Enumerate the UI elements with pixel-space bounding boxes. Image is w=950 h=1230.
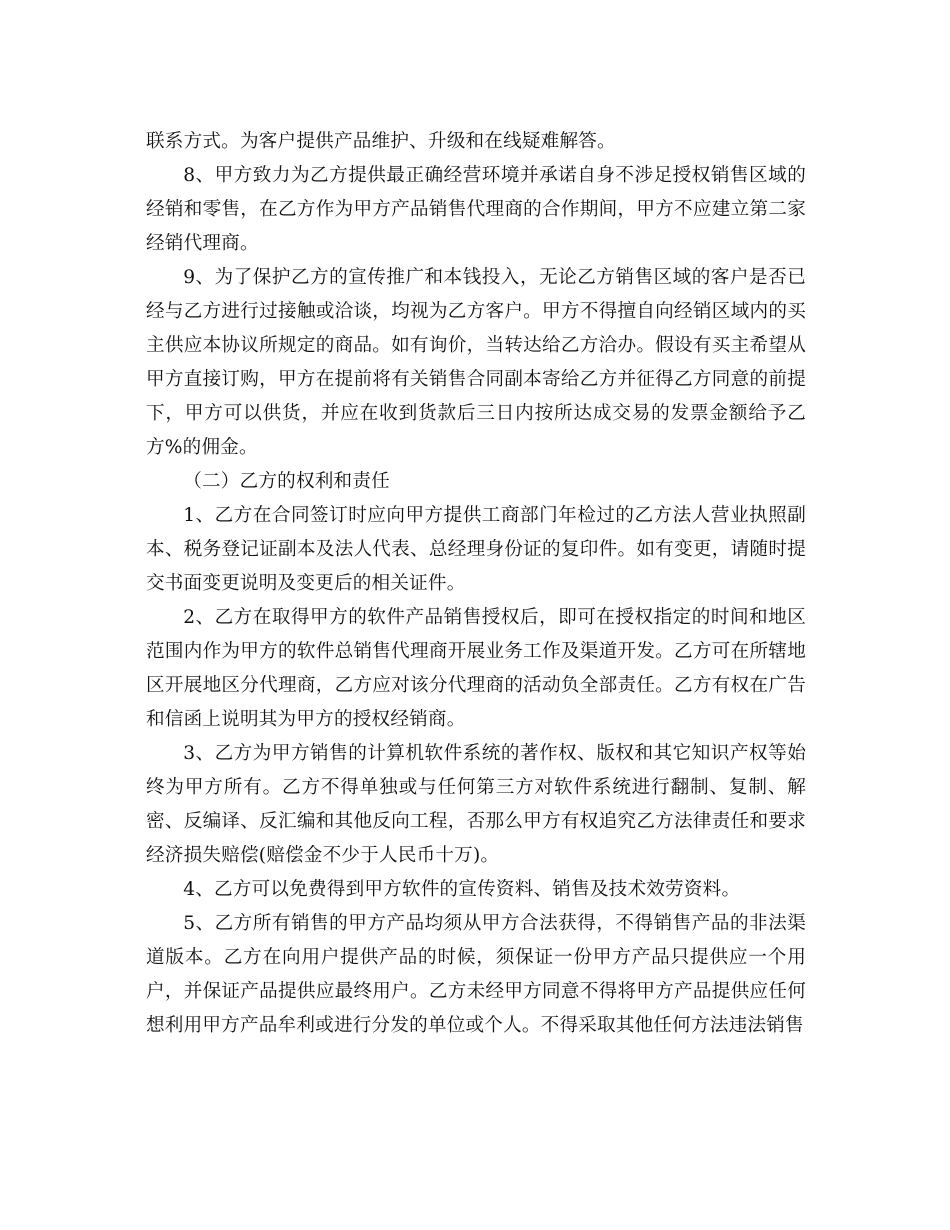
paragraph-clause-9: 9、为了保护乙方的宣传推广和本钱投入，无论乙方销售区域的客户是否已经与乙方进行过接触或洽谈，均视为乙方客户。甲方不得擅自向经销区域内的买主供应本协议所规定的商品。如有询价，当转达给乙方洽办。假设有买主希望从甲方直接订购，甲方在提前将有关销售合同副本寄给乙方并征得乙方同意的前提下，甲方可以供货，并应在收到货款后三日内按所达成交易的发票金额给予乙方%的佣金。 bbox=[146, 267, 806, 458]
paragraph-b-clause-2: 2、乙方在取得甲方的软件产品销售授权后，即可在授权指定的时间和地区范围内作为甲方的软件总销售代理商开展业务工作及渠道开发。乙方可在所辖地区开展地区分代理商，乙方应对该分代理商的活动负全部责任。乙方有权在广告和信函上说明其为甲方的授权经销商。 bbox=[146, 607, 806, 730]
paragraph-clause-8: 8、甲方致力为乙方提供最正确经营环境并承诺自身不涉足授权销售区域的经销和零售，在乙方作为甲方产品销售代理商的合作期间，甲方不应建立第二家经销代理商。 bbox=[146, 165, 806, 254]
paragraph-b-clause-3: 3、乙方为甲方销售的计算机软件系统的著作权、版权和其它知识产权等始终为甲方所有。乙方不得单独或与任何第三方对软件系统进行翻制、复制、解密、反编译、反汇编和其他反向工程，否那么甲方有权追究乙方法律责任和要求经济损失赔偿(赔偿金不少于人民币十万)。 bbox=[146, 743, 806, 866]
section-heading-party-b-rights: （二）乙方的权利和责任 bbox=[183, 471, 390, 492]
document-body bbox=[146, 125, 806, 1043]
paragraph-b-clause-5: 5、乙方所有销售的甲方产品均须从甲方合法获得，不得销售产品的非法渠道版本。乙方在向用户提供产品的时候，须保证一份甲方产品只提供应一个用户，并保证产品提供应最终用户。乙方未经甲方同意不得将甲方产品提供应任何想利用甲方产品牟利或进行分发的单位或个人。不得采取其他任何方法违法销售 bbox=[146, 913, 806, 1036]
paragraph-b-clause-4: 4、乙方可以免费得到甲方软件的宣传资料、销售及技术效劳资料。 bbox=[183, 879, 741, 900]
paragraph-b-clause-1: 1、乙方在合同签订时应向甲方提供工商部门年检过的乙方法人营业执照副本、税务登记证副本及法人代表、总经理身份证的复印件。如有变更，请随时提交书面变更说明及变更后的相关证件。 bbox=[146, 505, 806, 594]
paragraph-contact-continuation: 联系方式。为客户提供产品维护、升级和在线疑难解答。 bbox=[146, 131, 616, 152]
